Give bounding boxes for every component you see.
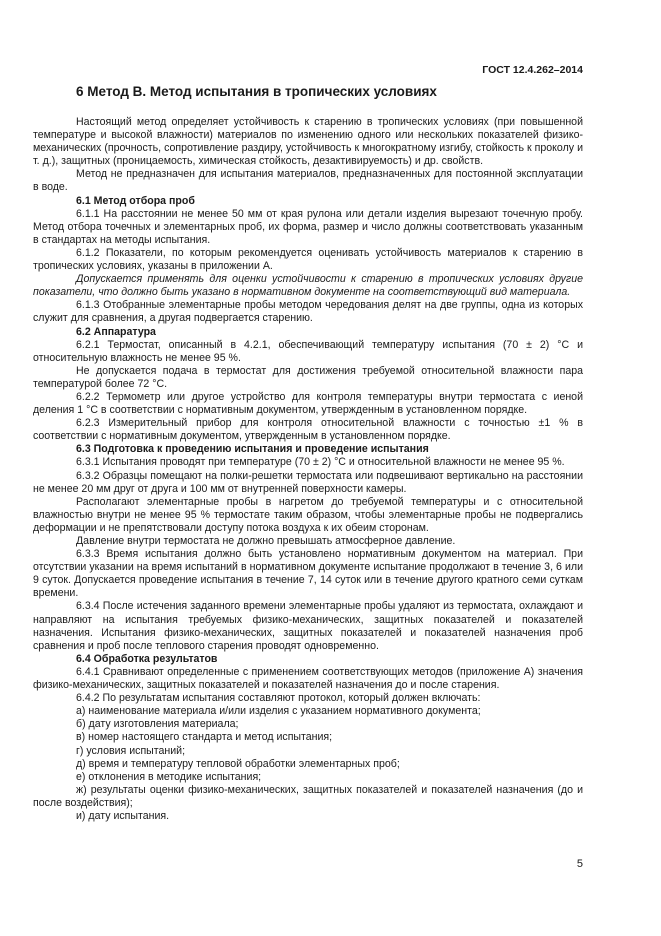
section-title: 6 Метод В. Метод испытания в тропических условиях bbox=[76, 84, 437, 99]
document-body bbox=[33, 116, 583, 823]
subsection-title-6-2: 6.2 Аппаратура bbox=[76, 325, 156, 338]
paragraph-6-4-2: 6.4.2 По результатам испытания составляют протокол, который должен включать: bbox=[76, 692, 481, 705]
paragraph-6-1-1: 6.1.1 На расстоянии не менее 50 мм от края рулона или детали изделия вырезают точечную пробу. Метод отбора точечных и элементарных проб, их форма, размер и число должны соответствовать указанным в стандартах на методы испытания. bbox=[33, 207, 583, 246]
paragraph-6-1-2-italic: Допускается применять для оценки устойчивости к старению в тропических условиях другие показатели, что должно быть указано в нормативном документе на соответствующий вид материала. bbox=[33, 273, 583, 299]
list-item: в) номер настоящего стандарта и метод испытания; bbox=[76, 731, 333, 744]
paragraph-6-3-2-b: Располагают элементарные пробы в нагретом до требуемой температуры и с относительной влажностью внутри не менее 95 % термостате таким образом, чтобы элементарные пробы не подвергались деформации и не препятствовали доступу потока воздуха к их обеим сторонам. bbox=[33, 495, 583, 534]
list-item: ж) результаты оценки физико-механических, защитных показателей и показателей назначения (до и после воздействия); bbox=[33, 783, 583, 809]
list-item: а) наименование материала и/или изделия с указанием нормативного документа; bbox=[76, 705, 481, 718]
paragraph-6-2-2: 6.2.2 Термометр или другое устройство для контроля температуры внутри термостата с иеной деления 1 °С в соответствии с нормативным документом, утвержденным в установленном порядке. bbox=[33, 390, 583, 417]
list-item: и) дату испытания. bbox=[76, 809, 170, 822]
paragraph-6-1-3: 6.1.3 Отобранные элементарные пробы методом чередования делят на две группы, одна из которых служит для сравнения, а другая подвергается старению. bbox=[33, 299, 583, 325]
paragraph-6-2-1-b: Не допускается подача в термостат для достижения требуемой относительной влажности пара температурой более 72 °С. bbox=[33, 364, 583, 390]
paragraph-6-1-2: 6.1.2 Показатели, по которым рекомендуется оценивать устойчивость материалов к старению в тропических условиях, указаны в приложении А. bbox=[33, 246, 583, 273]
paragraph-6-2-3: 6.2.3 Измерительный прибор для контроля относительной влажности с точностью ±1 % в соответствии с нормативным документом, утвержденным в установленном порядке. bbox=[33, 417, 583, 443]
list-item: д) время и температуру тепловой обработки элементарных проб; bbox=[76, 757, 400, 770]
page-number: 5 bbox=[576, 858, 583, 870]
paragraph-6-3-1: 6.3.1 Испытания проводят при температуре (70 ± 2) °С и относительной влажности не менее 95 %. bbox=[76, 456, 565, 469]
paragraph-6-2-1: 6.2.1 Термостат, описанный в 4.2.1, обеспечивающий температуру испытания (70 ± 2) °С и относительную влажность не менее 95 %. bbox=[33, 338, 583, 364]
subsection-title-6-4: 6.4 Обработка результатов bbox=[76, 652, 218, 665]
paragraph-6-3-2: 6.3.2 Образцы помещают на полки-решетки термостата или подвешивают вертикально на расстоянии не менее 20 мм друг от друга и 100 мм от внутренней поверхности камеры. bbox=[33, 469, 583, 495]
paragraph-6-4-1: 6.4.1 Сравнивают определенные с применением соответствующих методов (приложение А) значения физико-механических, защитных показателей и показателей назначения до и после старения. bbox=[33, 665, 583, 692]
list-item: г) условия испытаний; bbox=[76, 744, 186, 757]
list-item: е) отклонения в методике испытания; bbox=[76, 770, 262, 783]
paragraph-note: Метод не предназначен для испытания материалов, предназначенных для постоянной эксплуатации в воде. bbox=[33, 168, 583, 194]
standard-header: ГОСТ 12.4.262–2014 bbox=[482, 64, 583, 76]
subsection-title-6-3: 6.3 Подготовка к проведению испытания и проведение испытания bbox=[76, 443, 429, 456]
subsection-title-6-1: 6.1 Метод отбора проб bbox=[76, 194, 195, 207]
paragraph-6-3-3: 6.3.3 Время испытания должно быть установлено нормативным документом на материал. При отсутствии указании на время испытаний в нормативном документе испытание продолжают в течение 3, 6 или 9 суток. Допускается проведение испытания в течение 7, 14 суток или в течение другого кратного семи суткам времени. bbox=[33, 548, 583, 600]
list-item: б) дату изготовления материала; bbox=[76, 718, 239, 731]
paragraph-6-3-2-c: Давление внутри термостата не должно превышать атмосферное давление. bbox=[76, 535, 456, 547]
paragraph-6-3-4: 6.3.4 После истечения заданного времени элементарные пробы удаляют из термостата, охлаждают и направляют на испытания требуемых физико-механических, защитных показателей и показателей назначения. Испытания физико-механических, защитных показателей и показателей назначения проб сравнения и проб после теплового старения проводят одновременно. bbox=[33, 600, 583, 652]
paragraph-intro: Настоящий метод определяет устойчивость к старению в тропических условиях (при повышенной температуре и высокой влажности) материалов по изменению одного или нескольких показателей физико-механических (прочность, сопротивление раздиру, устойчивость к многократному изгибу, стойкость к проколу и т. д.), защитных (проницаемость, химическая стойкость, дезактивируемость) и др. свойств. bbox=[33, 116, 583, 168]
